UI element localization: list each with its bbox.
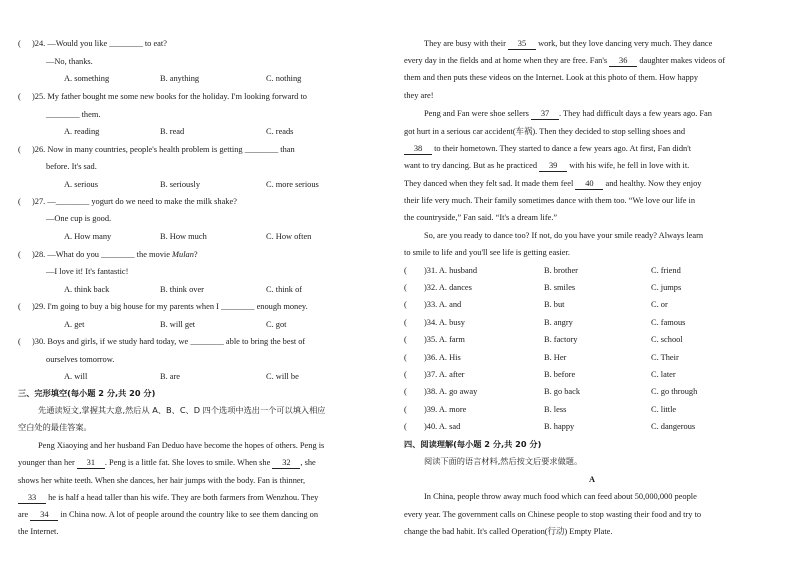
option-36-a: )36. A. His bbox=[424, 353, 461, 362]
option-37-a: )37. A. after bbox=[424, 370, 465, 379]
option-33-c: C. or bbox=[651, 300, 668, 309]
passage-line-10: they are! bbox=[404, 91, 434, 100]
option-40-c: C. dangerous bbox=[651, 422, 696, 431]
question-26-stem-cont: before. It's sad. bbox=[46, 162, 97, 171]
blank-33: 33 bbox=[18, 493, 46, 504]
blank-34: 34 bbox=[30, 510, 58, 521]
question-25-option-a: A. reading bbox=[64, 127, 100, 136]
question-27-reply: —One cup is good. bbox=[46, 214, 112, 223]
option-40-b: B. happy bbox=[544, 422, 575, 431]
answer-paren-38: ( bbox=[404, 387, 407, 396]
question-24-option-c: C. nothing bbox=[266, 74, 302, 83]
answer-paren-31: ( bbox=[404, 266, 407, 275]
blank-39: 39 bbox=[539, 161, 567, 172]
passage-line-3: shows her white teeth. When she dances, her hair jumps with the body. Fan is thinner, bbox=[18, 476, 306, 485]
option-33-b: B. but bbox=[544, 300, 565, 309]
option-39-c: C. little bbox=[651, 405, 677, 414]
question-27-option-c: C. How often bbox=[266, 232, 312, 241]
passage-line-17: the countryside,” Fan said. “It's a dream life.” bbox=[404, 213, 558, 222]
option-38-c: C. go through bbox=[651, 387, 698, 396]
option-36-c: C. Their bbox=[651, 353, 679, 362]
passage-a-label: A bbox=[588, 475, 596, 484]
blank-37: 37 bbox=[531, 109, 559, 120]
section-4-instructions: 阅读下面的语言材料,然后按文后要求做题。 bbox=[424, 456, 583, 466]
answer-paren-29: ( bbox=[18, 302, 21, 311]
passage-a-line-1: In China, people throw away much food which can feed about 50,000,000 people bbox=[424, 492, 697, 501]
option-38-a: )38. A. go away bbox=[424, 387, 478, 396]
option-32-c: C. jumps bbox=[651, 283, 682, 292]
question-26-option-a: A. serious bbox=[64, 180, 98, 189]
passage-line-15: They danced when they felt sad. It made them feel 40 and healthy. Now they enjoy bbox=[404, 179, 702, 188]
answer-paren-26: ( bbox=[18, 145, 21, 154]
question-28-option-b: B. think over bbox=[160, 285, 204, 294]
section-4-title: 四、阅读理解(每小题 2 分,共 20 分) bbox=[404, 439, 542, 449]
question-25-stem: )25. My father bought me some new books for the holiday. I'm looking forward to bbox=[32, 92, 307, 101]
question-28-stem bbox=[32, 250, 198, 260]
question-24-option-a: A. something bbox=[64, 74, 110, 83]
blank-40: 40 bbox=[575, 179, 603, 190]
option-35-a: )35. A. farm bbox=[424, 335, 465, 344]
option-34-a: )34. A. busy bbox=[424, 318, 465, 327]
question-28-stem-text: )28. —What do you ________ the movie bbox=[32, 250, 173, 259]
passage-line-8: every day in the fields and at home when they are free. Fan's 36 daughter makes videos of bbox=[404, 56, 726, 65]
question-26-option-b: B. seriously bbox=[160, 180, 201, 189]
passage-line-1: Peng Xiaoying and her husband Fan Deduo have become the hopes of others. Peng is bbox=[38, 441, 325, 450]
question-26-stem: )26. Now in many countries, people's health problem is getting ________ than bbox=[32, 145, 295, 154]
option-34-c: C. famous bbox=[651, 318, 686, 327]
option-38-b: B. go back bbox=[544, 387, 581, 396]
option-35-c: C. school bbox=[651, 335, 683, 344]
question-27-option-b: B. How much bbox=[160, 232, 207, 241]
passage-line-16: their life very much. Their family sometimes dance with them too. “We love our life in bbox=[404, 196, 696, 205]
option-37-b: B. before bbox=[544, 370, 576, 379]
option-36-b: B. Her bbox=[544, 353, 567, 362]
option-32-b: B. smiles bbox=[544, 283, 576, 292]
question-24-stem: )24. —Would you like ________ to eat? bbox=[32, 39, 167, 48]
question-25-stem-cont: ________ them. bbox=[46, 110, 101, 119]
movie-title: Mulan bbox=[172, 250, 194, 259]
answer-paren-35: ( bbox=[404, 335, 407, 344]
answer-paren-36: ( bbox=[404, 353, 407, 362]
question-30-option-c: C. will be bbox=[266, 372, 299, 381]
passage-a-line-3: change the bad habit. It's called Operation(行动) Empty Plate. bbox=[404, 527, 613, 536]
question-29-option-b: B. will get bbox=[160, 320, 196, 329]
passage-line-12: got hurt in a serious car accident(车祸). Then they decided to stop selling shoes and bbox=[404, 127, 686, 136]
answer-paren-28: ( bbox=[18, 250, 21, 259]
passage-line-14: want to try dancing. But as he practiced 39 with his wife, he fell in love with it. bbox=[404, 161, 690, 170]
passage-a-line-2: every year. The government calls on Chinese people to stop wasting their food and try to bbox=[404, 510, 702, 519]
answer-paren-40: ( bbox=[404, 422, 407, 431]
question-28-reply: —I love it! It's fantastic! bbox=[46, 267, 129, 276]
question-25-option-b: B. read bbox=[160, 127, 185, 136]
answer-paren-30: ( bbox=[18, 337, 21, 346]
passage-line-6: the Internet. bbox=[18, 527, 59, 536]
question-28-option-a: A. think back bbox=[64, 285, 110, 294]
answer-paren-33: ( bbox=[404, 300, 407, 309]
question-27-stem: )27. —________ yogurt do we need to make the milk shake? bbox=[32, 197, 237, 206]
option-34-b: B. angry bbox=[544, 318, 573, 327]
blank-36: 36 bbox=[609, 56, 637, 67]
option-37-c: C. later bbox=[651, 370, 676, 379]
passage-line-11: Peng and Fan were shoe sellers 37 . They had difficult days a few years ago. Fan bbox=[424, 109, 712, 118]
question-25-option-c: C. reads bbox=[266, 127, 294, 136]
question-30-option-a: A. will bbox=[64, 372, 88, 381]
answer-paren-39: ( bbox=[404, 405, 407, 414]
option-31-c: C. friend bbox=[651, 266, 681, 275]
question-26-option-c: C. more serious bbox=[266, 180, 319, 189]
question-24-reply: —No, thanks. bbox=[46, 57, 93, 66]
passage-line-9: them and then puts these videos on the Internet. Look at this photo of them. How happy bbox=[404, 73, 699, 82]
answer-paren-37: ( bbox=[404, 370, 407, 379]
section-3-title: 三、完形填空(每小题 2 分,共 20 分) bbox=[18, 388, 156, 398]
question-29-option-c: C. got bbox=[266, 320, 287, 329]
blank-38: 38 bbox=[404, 144, 432, 155]
question-30-stem-cont: ourselves tomorrow. bbox=[46, 355, 115, 364]
question-24-option-b: B. anything bbox=[160, 74, 200, 83]
option-33-a: )33. A. and bbox=[424, 300, 462, 309]
passage-line-7: They are busy with their 35 work, but they love dancing very much. They dance bbox=[424, 39, 713, 48]
passage-line-5: are 34 in China now. A lot of people around the country like to see them dancing on bbox=[18, 510, 319, 519]
blank-31: 31 bbox=[77, 458, 105, 469]
option-40-a: )40. A. sad bbox=[424, 422, 461, 431]
passage-line-18: So, are you ready to dance too? If not, do you have your smile ready? Always learn bbox=[424, 231, 704, 240]
option-39-b: B. less bbox=[544, 405, 567, 414]
passage-line-4: 33 he is half a head taller than his wife. They are both farmers from Wenzhou. They bbox=[18, 493, 318, 504]
question-27-option-a: A. How many bbox=[64, 232, 112, 241]
option-32-a: )32. A. dances bbox=[424, 283, 472, 292]
blank-32: 32 bbox=[272, 458, 300, 469]
section-3-instructions: 先通读短文,掌握其大意,然后从 A、B、C、D 四个选项中选出一个可以填入相应 bbox=[38, 405, 326, 415]
option-39-a: )39. A. more bbox=[424, 405, 467, 414]
section-3-instructions-cont: 空白处的最佳答案。 bbox=[18, 422, 92, 432]
answer-paren-32: ( bbox=[404, 283, 407, 292]
blank-35: 35 bbox=[508, 39, 536, 50]
question-30-stem: )30. Boys and girls, if we study hard today, we ________ able to bring the best of bbox=[32, 337, 306, 346]
answer-paren-25: ( bbox=[18, 92, 21, 101]
question-29-option-a: A. get bbox=[64, 320, 85, 329]
answer-paren-27: ( bbox=[18, 197, 21, 206]
question-28-option-c: C. think of bbox=[266, 285, 303, 294]
option-35-b: B. factory bbox=[544, 335, 578, 344]
question-28-stem-end: ? bbox=[193, 250, 198, 259]
passage-line-19: to smile to life and you'll see life is getting easier. bbox=[404, 248, 570, 257]
option-31-b: B. brother bbox=[544, 266, 578, 275]
question-29-stem: )29. I'm going to buy a big house for my parents when I ________ enough money. bbox=[32, 302, 308, 311]
option-31-a: )31. A. husband bbox=[424, 266, 478, 275]
question-30-option-b: B. are bbox=[160, 372, 180, 381]
answer-paren-24: ( bbox=[18, 39, 21, 48]
passage-line-2: younger than her 31 . Peng is a little fat. She loves to smile. When she 32 , she bbox=[18, 458, 316, 467]
passage-line-13: 38 to their hometown. They started to dance a few years ago. At first, Fan didn't bbox=[404, 144, 691, 155]
answer-paren-34: ( bbox=[404, 318, 407, 327]
